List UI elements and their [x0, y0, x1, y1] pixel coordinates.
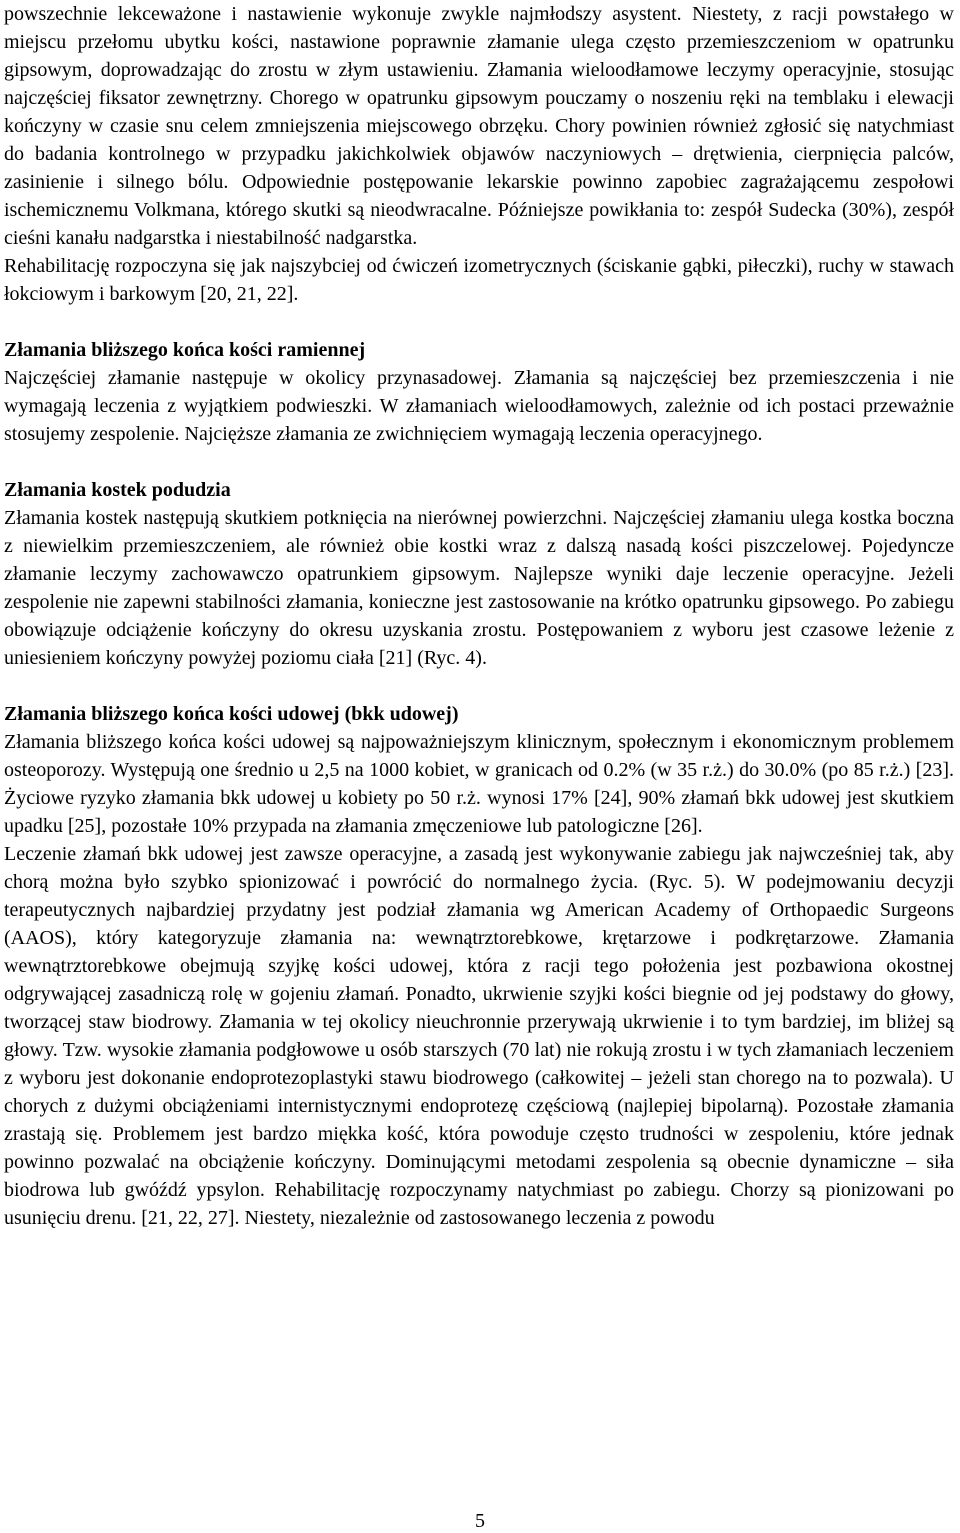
section-ankle: [4, 476, 954, 672]
section-heading-humerus: Złamania bliższego końca kości ramiennej: [4, 339, 366, 361]
intro-paragraph-1: powszechnie lekceważone i nastawienie wykonuje zwykle najmłodszy asystent. Niestety, z racji powstałego w miejscu przełomu ubytku kości, nastawione poprawnie złamanie ulega często przemieszczeniom w opatrunku gipsowym, doprowadzając do zrostu w złym ustawieniu. Złamania wieloodłamowe leczymy operacyjnie, stosując najczęściej fiksator zewnętrzny. Chorego w opatrunku gipsowym pouczamy o noszeniu ręki na temblaku i elewacji kończyny w czasie snu celem zmniejszenia miejscowego obrzęku. Chory powinien również zgłosić się natychmiast do badania kontrolnego w przypadku jakichkolwiek objawów naczyniowych – drętwienia, cierpnięcia palców, zasinienie i silnego bólu. Odpowiednie postępowanie lekarskie powinno zapobiec zagrażającemu zespołowi ischemicznemu Volkmana, którego skutki są nieodwracalne. Późniejsze powikłania to: zespół Sudecka (30%), zespół cieśni kanału nadgarstka i niestabilność nadgarstka.: [4, 3, 954, 249]
section-ankle-paragraph-1: Złamania kostek następują skutkiem potknięcia na nierównej powierzchni. Najczęściej złamaniu ulega kostka boczna z niewielkim przemieszczeniem, ale również obie kostki wraz z dalszą nasadą kości piszczelowej. Pojedyncze złamanie leczymy zachowawczo opatrunkiem gipsowym. Najlepsze wyniki daje leczenie operacyjne. Jeżeli zespolenie nie zapewni stabilności złamania, konieczne jest zastosowanie na krótko opatrunku gipsowego. Po zabiegu obowiązuje odciążenie kończyny do okresu uzyskania zrostu. Postępowaniem z wyboru jest czasowe leżenie z uniesieniem kończyny powyżej poziomu ciała [21] (Ryc. 4).: [4, 507, 954, 669]
section-humerus-paragraph-1: Najczęściej złamanie następuje w okolicy przynasadowej. Złamania są najczęściej bez przemieszczenia i nie wymagają leczenia z wyjątkiem podwieszki. W złamaniach wieloodłamowych, zależnie od ich postaci przeważnie stosujemy zespolenie. Najcięższe złamania ze zwichnięciem wymagają leczenia operacyjnego.: [4, 367, 954, 445]
section-humerus: [4, 336, 954, 448]
section-heading-femur: Złamania bliższego końca kości udowej (bkk udowej): [4, 703, 459, 725]
section-heading-ankle: Złamania kostek podudzia: [4, 479, 231, 501]
intro-block: [4, 0, 954, 308]
section-femur-paragraph-2: Leczenie złamań bkk udowej jest zawsze operacyjne, a zasadą jest wykonywanie zabiegu jak najwcześniej tak, aby chorą można było szybko spionizować i powrócić do normalnego życia. (Ryc. 5). W podejmowaniu decyzji terapeutycznych najbardziej przydatny jest podział złamania wg American Academy of Orthopaedic Surgeons (AAOS), który kategoryzuje złamania na: wewnątrztorebkowe, krętarzowe i podkrętarzowe. Złamania wewnątrztorebkowe obejmują szyjkę kości udowej, która z racji tego położenia jest pozbawiona okostnej odgrywającej zasadniczą rolę w gojeniu złamań. Ponadto, ukrwienie szyjki kości biegnie od jej podstawy do głowy, tworzącej staw biodrowy. Złamania w tej okolicy nieuchronnie przerywają ukrwienie i to tym bardziej, im bliżej są głowy. Tzw. wysokie złamania podgłowowe u osób starszych (70 lat) nie rokują zrostu i w tych złamaniach leczeniem z wyboru jest dokonanie endoprotezoplastyki stawu biodrowego (całkowitej – jeżeli stan chorego na to pozwala). U chorych z dużymi obciążeniami internistycznymi endoprotezę częściową (najlepiej bipolarną). Pozostałe złamania zrastają się. Problemem jest bardzo miękka kość, która powoduje często trudności w zespoleniu, które jednak powinno pozwalać na obciążenie kończyny. Dominującymi metodami zespolenia są obecnie dynamiczne – siła biodrowa lub gwóźdź ypsylon. Rehabilitację rozpoczynamy natychmiast po zabiegu. Chorzy są pionizowani po usunięciu drenu. [21, 22, 27]. Niestety, niezależnie od zastosowanego leczenia z powodu: [4, 843, 954, 1229]
intro-paragraph-2: Rehabilitację rozpoczyna się jak najszybciej od ćwiczeń izometrycznych (ściskanie gąbki, piłeczki), ruchy w stawach łokciowym i barkowym [20, 21, 22].: [4, 255, 954, 305]
section-femur-paragraph-1: Złamania bliższego końca kości udowej są najpoważniejszym klinicznym, społecznym i ekonomicznym problemem osteoporozy. Występują one średnio u 2,5 na 1000 kobiet, w granicach od 0.2% (w 35 r.ż.) do 30.0% (po 85 r.ż.) [23]. Życiowe ryzyko złamania bkk udowej u kobiety po 50 r.ż. wynosi 17% [24], 90% złamań bkk udowej jest skutkiem upadku [25], pozostałe 10% przypada na złamania zmęczeniowe lub patologiczne [26].: [4, 731, 954, 837]
section-femur: [4, 700, 954, 1232]
page-content: [4, 0, 954, 1232]
page-number: 5: [475, 1510, 485, 1532]
